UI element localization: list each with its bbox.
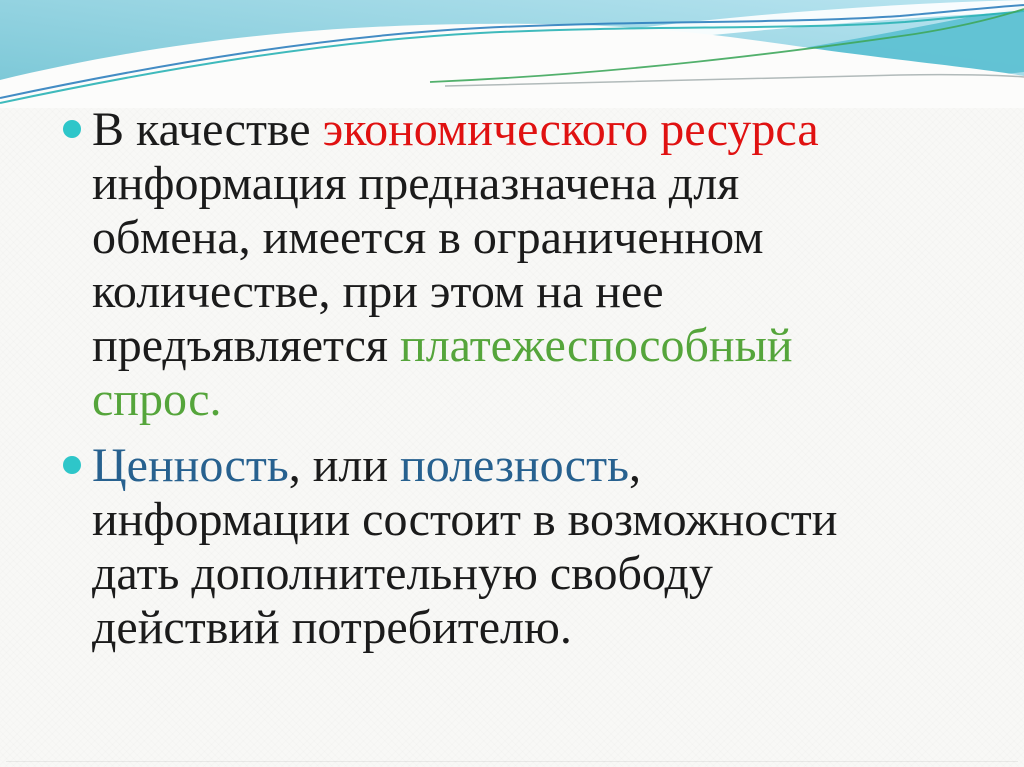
text-segment-default: информации состоит в возможности	[92, 493, 838, 546]
text-segment-default: предъявляется	[92, 319, 400, 372]
text-line	[92, 601, 998, 655]
text-line	[92, 439, 998, 493]
bottom-edge-line	[6, 761, 1018, 762]
text-segment-red: экономического ресурса	[322, 103, 819, 156]
text-line	[92, 319, 998, 373]
text-segment-blue: полезность	[400, 439, 629, 492]
text-segment-default: В качестве	[92, 103, 323, 156]
bullet-item	[63, 103, 998, 427]
text-line	[92, 103, 998, 157]
text-segment-default: обмена, имеется в ограниченном	[92, 211, 764, 264]
top-wave-decoration	[0, 0, 1024, 108]
text-line	[92, 493, 998, 547]
text-line	[92, 211, 998, 265]
text-segment-green: платежеспособный	[400, 319, 793, 372]
text-segment-default: , или	[288, 439, 401, 492]
text-segment-green: спрос.	[92, 373, 222, 426]
text-segment-default: действий потребителю.	[92, 601, 572, 654]
text-segment-default: дать дополнительную свободу	[92, 547, 713, 600]
bullet-item	[63, 439, 998, 655]
text-segment-default: ,	[628, 439, 641, 492]
bullet-marker	[63, 120, 81, 138]
text-line	[92, 547, 998, 601]
bullet-list	[63, 103, 998, 655]
text-segment-blue: Ценность	[92, 439, 289, 492]
text-line	[92, 157, 998, 211]
bullet-marker	[63, 456, 81, 474]
text-segment-default: количестве, при этом на нее	[92, 265, 664, 318]
text-line	[92, 265, 998, 319]
text-line	[92, 373, 998, 427]
text-segment-default: информация предназначена для	[92, 157, 740, 210]
